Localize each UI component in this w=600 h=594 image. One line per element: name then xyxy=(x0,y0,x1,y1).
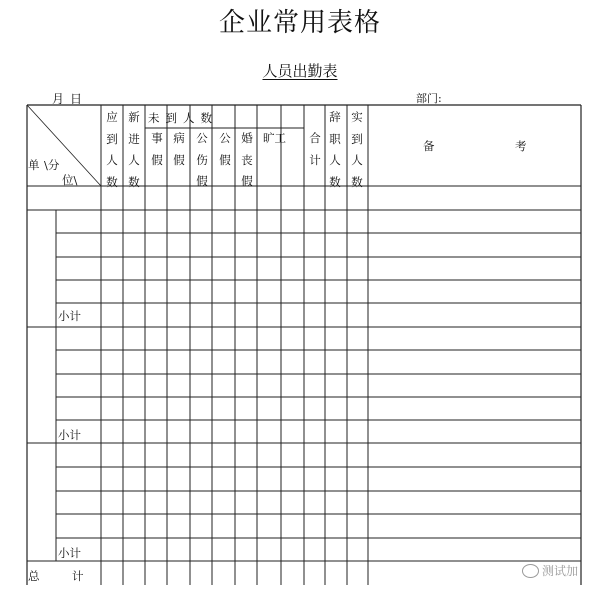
header-actual: 实到人数 xyxy=(351,110,363,189)
grand-total-label-1: 总 xyxy=(28,569,40,583)
header-unit-2: \分 xyxy=(44,158,60,172)
header-absent-group: 未到人数 xyxy=(148,111,218,125)
header-wedding-funeral-leave: 婚丧假 xyxy=(241,131,253,188)
department-label: 部门: xyxy=(416,92,442,105)
header-unit-3: 位\ xyxy=(62,173,78,187)
header-remarks-2: 考 xyxy=(515,139,527,153)
header-unit-1: 单 xyxy=(28,158,40,172)
header-new: 新进人数 xyxy=(128,110,140,189)
watermark-text: 测试加 xyxy=(541,564,578,578)
header-total: 合计 xyxy=(309,131,321,167)
header-remarks-1: 备 xyxy=(423,139,435,153)
grand-total-label-2: 计 xyxy=(72,569,84,583)
watermark xyxy=(522,562,578,579)
subtotal-label-3: 小计 xyxy=(58,546,81,560)
header-resigned: 辞职人数 xyxy=(329,110,341,189)
subtotal-label-2: 小计 xyxy=(58,428,81,442)
header-expected: 应到人数 xyxy=(106,110,118,189)
header-sick-leave: 病假 xyxy=(173,131,185,167)
form-title: 人员出勤表 xyxy=(262,62,338,80)
header-injury-leave: 公伤假 xyxy=(196,131,208,188)
header-absenteeism: 旷工 xyxy=(263,131,286,145)
subtotal-label-1: 小计 xyxy=(58,309,81,323)
date-label: 月日 xyxy=(52,92,89,106)
header-personal-leave: 事假 xyxy=(151,131,163,167)
chat-bubble-icon xyxy=(522,564,539,578)
header-public-leave: 公假 xyxy=(219,131,231,167)
page-title: 企业常用表格 xyxy=(218,8,381,38)
